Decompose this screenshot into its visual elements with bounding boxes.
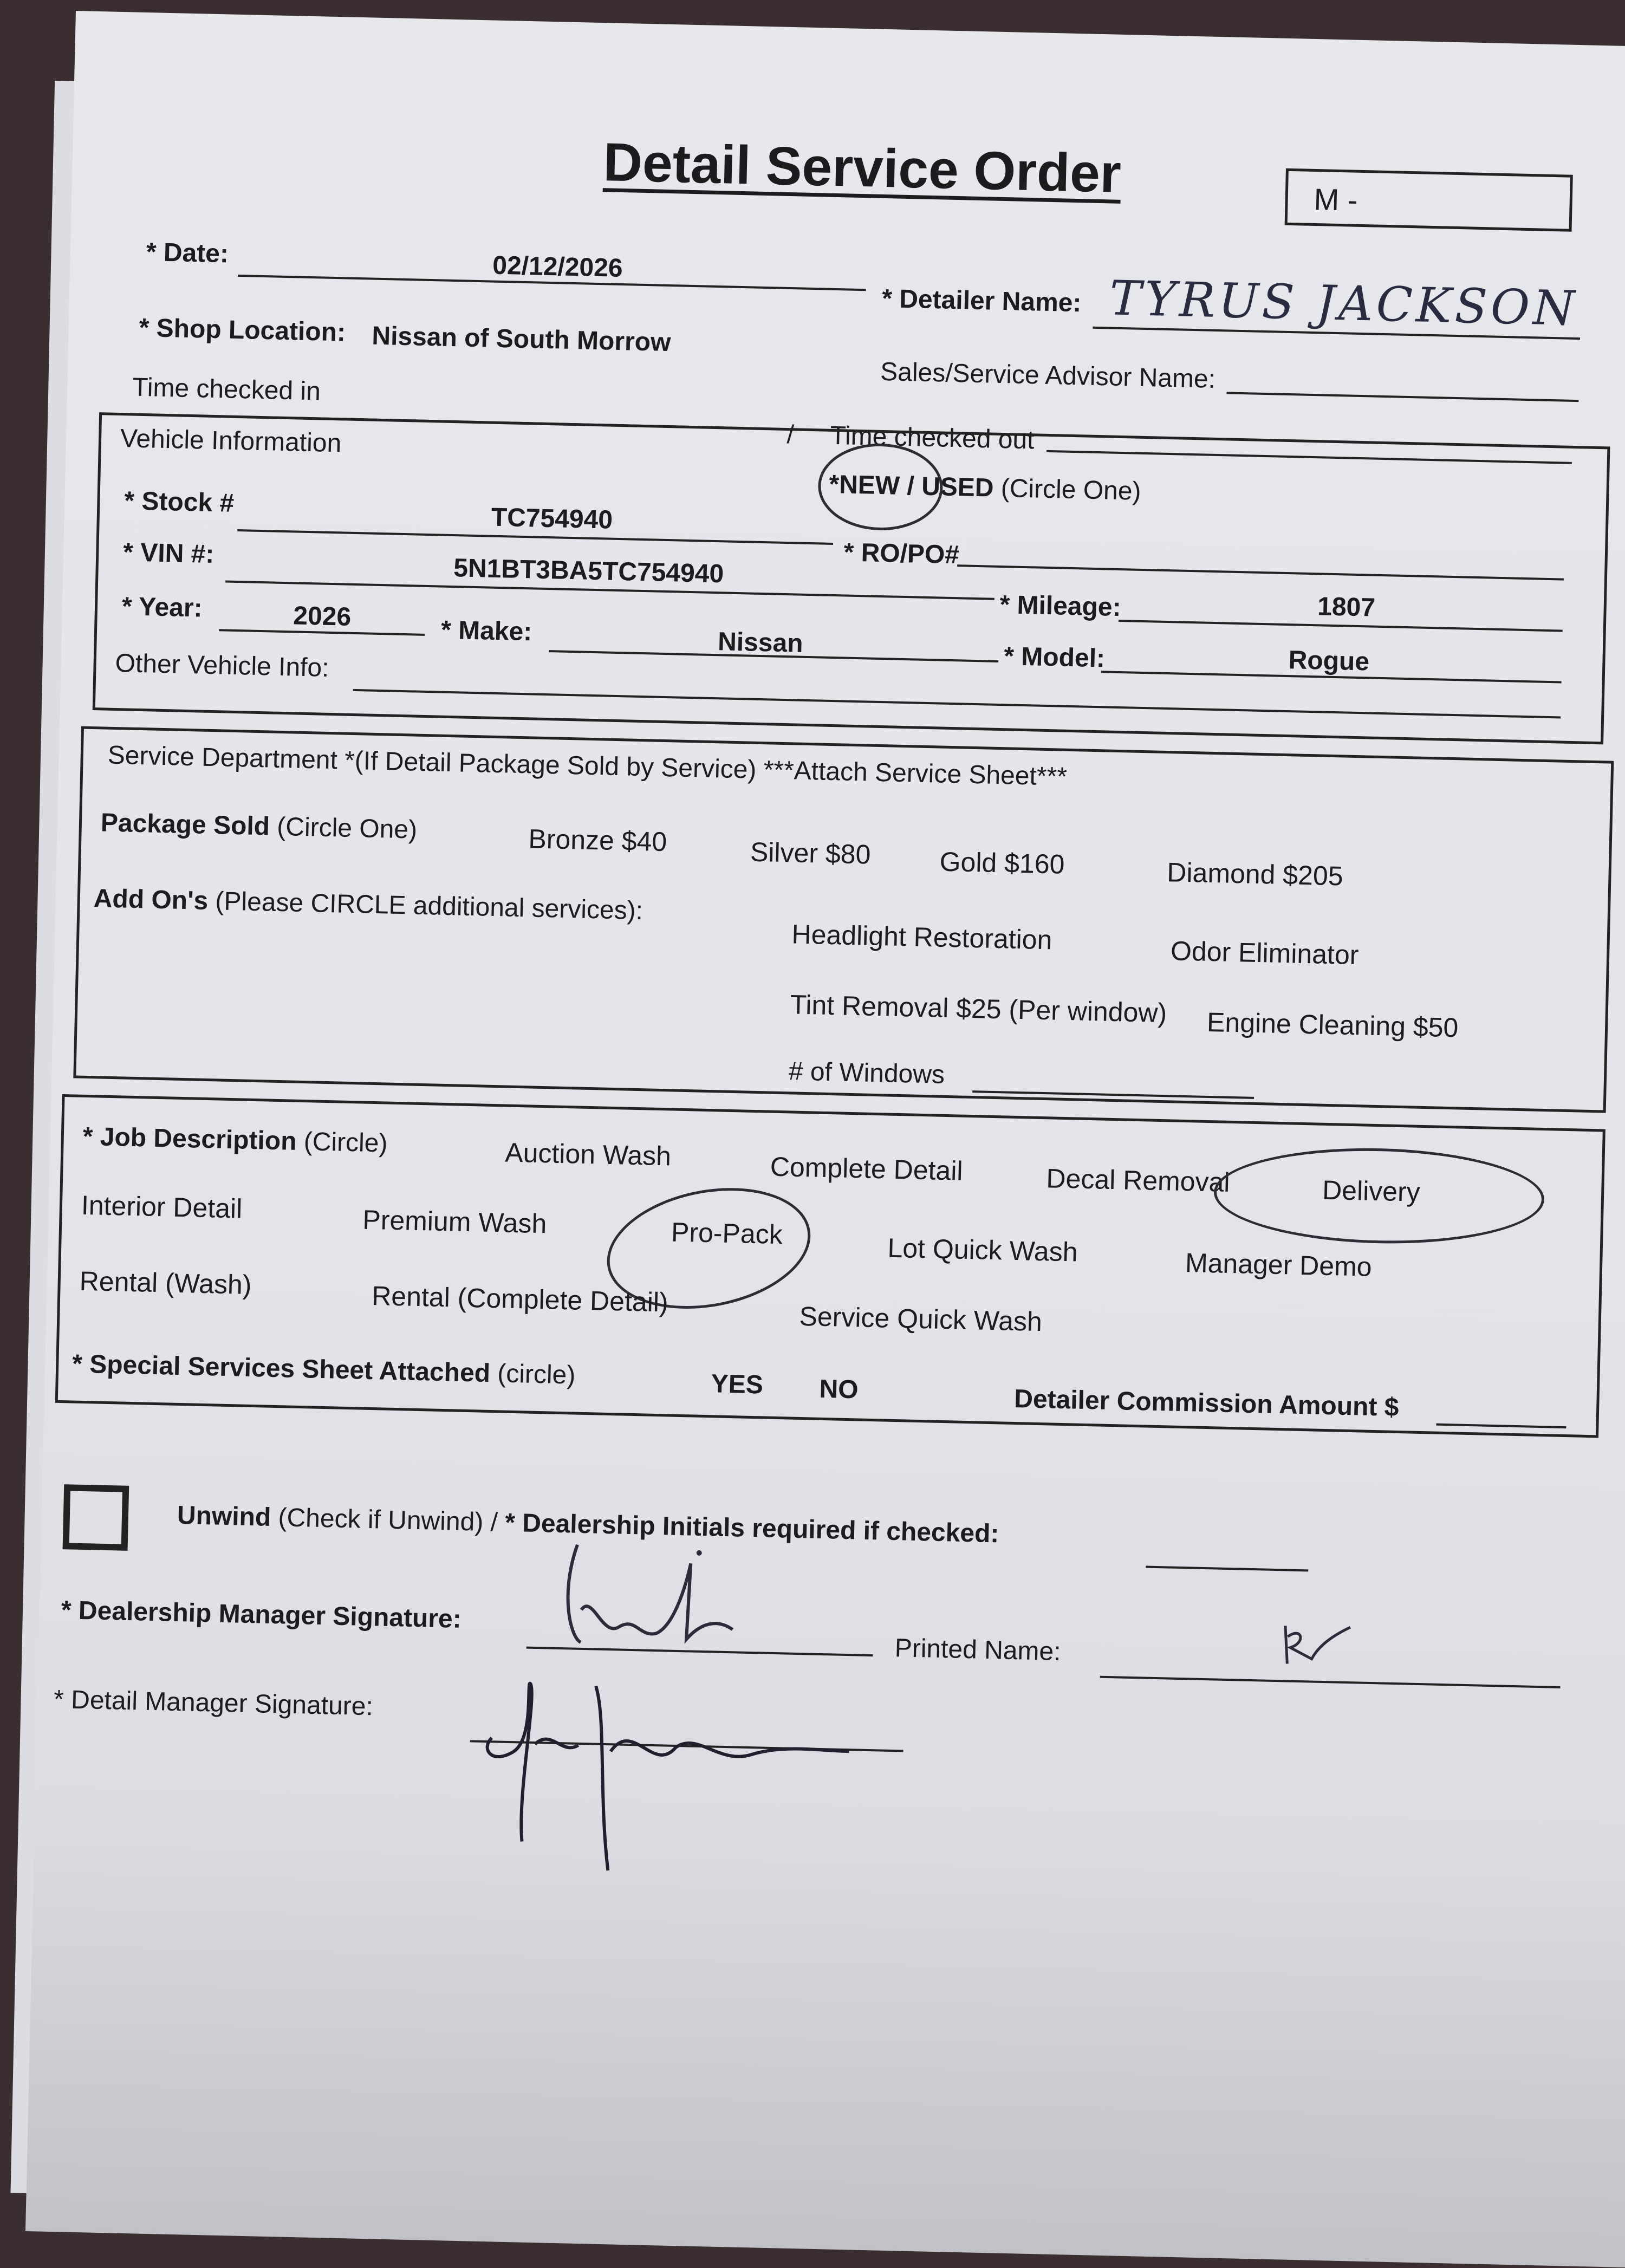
job-auction-wash[interactable]: Auction Wash: [504, 1137, 672, 1172]
initials-line[interactable]: [1146, 1566, 1308, 1572]
special-services-label: * Special Services Sheet Attached: [72, 1349, 491, 1388]
advisor-label: Sales/Service Advisor Name:: [880, 357, 1216, 394]
stock-value[interactable]: TC754940: [491, 503, 613, 535]
addons-label: Add On's: [93, 884, 209, 915]
new-used-slash: /: [906, 472, 915, 501]
mileage-label: * Mileage:: [999, 590, 1122, 622]
unwind-label: Unwind: [177, 1500, 271, 1532]
advisor-line[interactable]: [1226, 392, 1578, 402]
m-number-box[interactable]: [1285, 168, 1573, 232]
mileage-value[interactable]: 1807: [1317, 592, 1376, 622]
time-out-label: Time checked out: [829, 421, 1035, 455]
addon-odor[interactable]: Odor Eliminator: [1170, 935, 1360, 971]
job-description-note: (Circle): [303, 1127, 388, 1158]
job-description-label: * Job Description: [82, 1122, 297, 1156]
m-number-label: M -: [1313, 181, 1358, 217]
detailer-name-value[interactable]: TYRUS JACKSON: [1109, 270, 1579, 337]
make-label: * Make:: [440, 615, 532, 647]
addon-engine[interactable]: Engine Cleaning $50: [1206, 1006, 1459, 1043]
package-sold-label: Package Sold: [100, 808, 270, 841]
detail-manager-signature: [467, 1650, 883, 1887]
model-value[interactable]: Rogue: [1288, 646, 1370, 677]
vin-label: * VIN #:: [122, 538, 214, 569]
job-decal-removal[interactable]: Decal Removal: [1045, 1163, 1231, 1198]
model-label: * Model:: [1003, 642, 1106, 673]
vin-value[interactable]: 5N1BT3BA5TC754940: [453, 554, 724, 589]
shop-location-label: * Shop Location:: [139, 313, 346, 347]
make-value[interactable]: Nissan: [717, 627, 804, 658]
shop-location-value[interactable]: Nissan of South Morrow: [371, 321, 671, 358]
package-silver[interactable]: Silver $80: [750, 836, 872, 870]
new-option[interactable]: *NEW: [828, 470, 900, 501]
package-gold[interactable]: Gold $160: [939, 846, 1065, 880]
date-value[interactable]: 02/12/2026: [492, 251, 623, 283]
job-interior-detail[interactable]: Interior Detail: [81, 1190, 243, 1224]
vehicle-info-label: Vehicle Information: [120, 424, 342, 458]
commission-label: Detailer Commission Amount $: [1013, 1384, 1400, 1422]
time-in-label: Time checked in: [132, 373, 321, 406]
detail-manager-signature-label: * Detail Manager Signature:: [53, 1685, 374, 1721]
time-slash: /: [786, 420, 795, 450]
new-used-note: (Circle One): [1000, 473, 1142, 506]
job-manager-demo[interactable]: Manager Demo: [1185, 1247, 1373, 1282]
initials-label: * Dealership Initials required if checked:: [504, 1508, 999, 1549]
job-pro-pack[interactable]: Pro-Pack: [671, 1217, 783, 1250]
windows-label: # of Windows: [788, 1057, 945, 1089]
unwind-checkbox[interactable]: [63, 1484, 129, 1551]
service-order-form: [25, 11, 1625, 2268]
year-label: * Year:: [121, 592, 203, 623]
job-delivery[interactable]: Delivery: [1322, 1174, 1421, 1207]
package-diamond[interactable]: Diamond $205: [1166, 857, 1344, 892]
other-info-label: Other Vehicle Info:: [115, 648, 330, 683]
package-bronze[interactable]: Bronze $40: [528, 823, 667, 857]
unwind-note: (Check if Unwind) /: [278, 1503, 498, 1537]
manager-signature-label: * Dealership Manager Signature:: [61, 1596, 462, 1634]
printed-name-label: Printed Name:: [894, 1634, 1062, 1667]
job-lot-quick-wash[interactable]: Lot Quick Wash: [887, 1232, 1078, 1268]
job-rental-complete[interactable]: Rental (Complete Detail): [371, 1281, 669, 1318]
used-option[interactable]: USED: [921, 472, 994, 503]
year-value[interactable]: 2026: [292, 601, 352, 632]
ro-po-label: * RO/PO#: [843, 538, 960, 570]
job-premium-wash[interactable]: Premium Wash: [362, 1204, 547, 1239]
special-yes[interactable]: YES: [711, 1369, 764, 1400]
package-note: (Circle One): [276, 812, 418, 844]
stock-label: * Stock #: [123, 486, 235, 518]
special-no[interactable]: NO: [819, 1374, 859, 1405]
addons-note: (Please CIRCLE additional services):: [214, 887, 644, 926]
job-rental-wash[interactable]: Rental (Wash): [79, 1265, 252, 1300]
manager-signature: [553, 1528, 837, 1665]
service-heading: Service Department *(If Detail Package Sold by Service) ***Attach Service Sheet***: [107, 740, 1068, 791]
date-label: * Date:: [146, 238, 229, 269]
addon-tint[interactable]: Tint Removal $25 (Per window): [790, 989, 1167, 1029]
form-title: Detail Service Order: [602, 132, 1122, 204]
printed-name-scribble: [1273, 1615, 1361, 1671]
detailer-name-label: * Detailer Name:: [881, 284, 1082, 318]
addon-headlight[interactable]: Headlight Restoration: [791, 919, 1053, 956]
special-services-note: (circle): [497, 1359, 576, 1390]
job-service-quick-wash[interactable]: Service Quick Wash: [799, 1301, 1043, 1337]
printed-name-line[interactable]: [1100, 1676, 1561, 1688]
job-complete-detail[interactable]: Complete Detail: [770, 1151, 964, 1186]
